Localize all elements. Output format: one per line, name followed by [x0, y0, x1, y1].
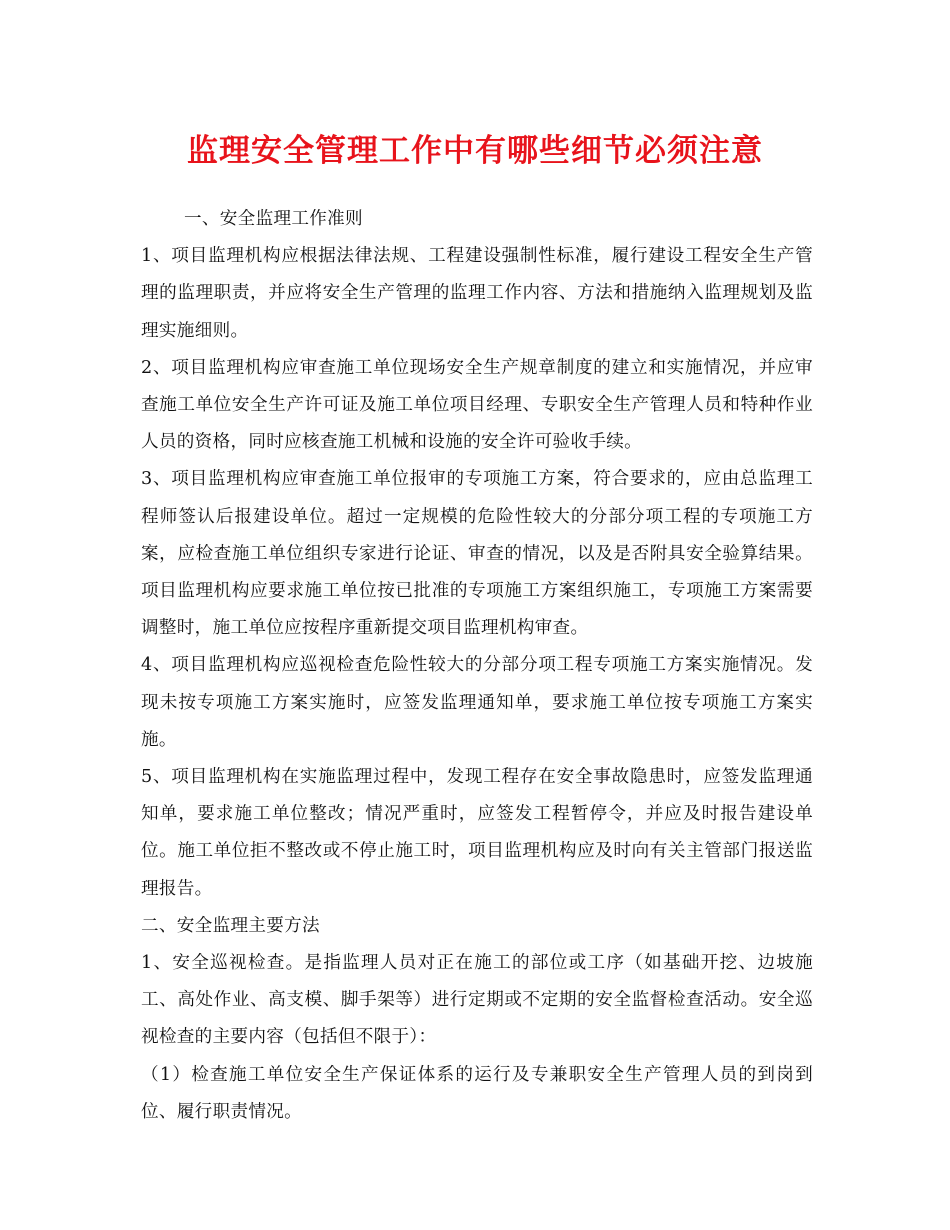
paragraph-1-4: 4、项目监理机构应巡视检查危险性较大的分部分项工程专项施工方案实施情况。发现未按专项施工方案实施时，应签发监理通知单，要求施工单位按专项施工方案实施。	[141, 655, 813, 750]
paragraph-1-1: 1、项目监理机构应根据法律法规、工程建设强制性标准，履行建设工程安全生产管理的监理职责，并应将安全生产管理的监理工作内容、方法和措施纳入监理规划及监理实施细则。	[141, 246, 813, 341]
document-title: 监理安全管理工作中有哪些细节必须注意	[187, 133, 763, 169]
section-heading-1: 一、安全监理工作准则	[184, 209, 363, 229]
section-heading-2: 二、安全监理主要方法	[141, 915, 320, 936]
paragraph-1-5: 5、项目监理机构在实施监理过程中，发现工程存在安全事故隐患时，应签发监理通知单，要求施工单位整改；情况严重时，应签发工程暂停令，并应及时报告建设单位。施工单位拒不整改或不停止施工时，项目监理机构应及时向有关主管部门报送监理报告。	[141, 767, 813, 899]
paragraph-2-1: 1、安全巡视检查。是指监理人员对正在施工的部位或工序（如基础开挖、边坡施工、高处作业、高支模、脚手架等）进行定期或不定期的安全监督检查活动。安全巡视检查的主要内容（包括但不限于）：	[141, 953, 813, 1048]
document-body	[141, 201, 813, 1131]
paragraph-2-1-1: （1）检查施工单位安全生产保证体系的运行及专兼职安全生产管理人员的到岗到位、履行职责情况。	[141, 1064, 813, 1122]
paragraph-1-3: 3、项目监理机构应审查施工单位报审的专项施工方案，符合要求的，应由总监理工程师签认后报建设单位。超过一定规模的危险性较大的分部分项工程的专项施工方案，应检查施工单位组织专家进行论证、审查的情况，以及是否附具安全验算结果。项目监理机构应要求施工单位按已批准的专项施工方案组织施工，专项施工方案需要调整时，施工单位应按程序重新提交项目监理机构审查。	[141, 469, 813, 639]
paragraph-1-2: 2、项目监理机构应审查施工单位现场安全生产规章制度的建立和实施情况，并应审查施工单位安全生产许可证及施工单位项目经理、专职安全生产管理人员和特种作业人员的资格，同时应核查施工机械和设施的安全许可验收手续。	[141, 357, 813, 453]
